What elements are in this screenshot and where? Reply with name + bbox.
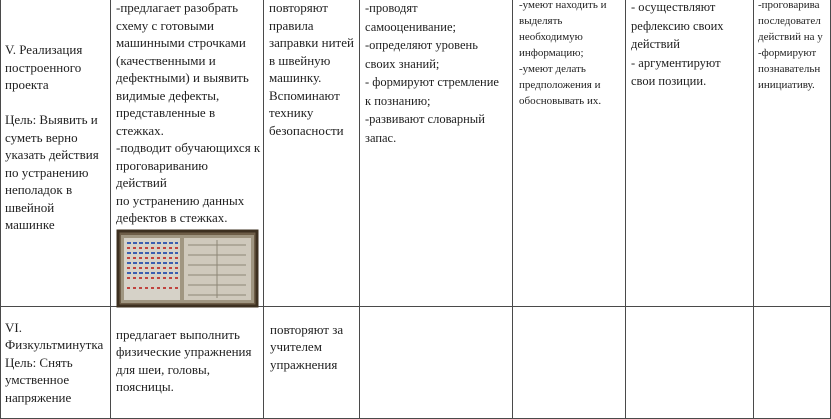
empty-cell	[754, 306, 831, 418]
student-activity-cell	[264, 0, 360, 306]
stage-cell	[1, 0, 111, 306]
teacher-activity-cell	[111, 306, 264, 418]
regulative-uud-cell	[626, 0, 754, 306]
stage-cell	[1, 306, 111, 418]
communicative-uud-text: -умеют находить и выделять необходимую информацию; -умеют делать предположения и обосновывать их.	[519, 0, 607, 107]
communicative-uud-cell	[513, 0, 626, 306]
student-activity-text: повторяют за учителем упражнения	[270, 321, 344, 372]
table-row	[1, 0, 831, 306]
student-activity-text: повторяют правила заправки нитей в швейную машинку. Вспоминают технику безопасности	[269, 0, 354, 138]
stitch-sample-image	[118, 231, 257, 306]
stage-text: V. Реализация построенного проекта Цель: Выявить и суметь верно указать действия по устранению неполадок в швейной машинке	[5, 42, 99, 232]
personal-uud-cell	[754, 0, 831, 306]
regulative-uud-text: - осуществляют рефлексию своих действий - аргументируют свои позиции.	[631, 0, 724, 88]
cognitive-uud-text: -проводят самооценивание; -определяют уровень своих знаний; - формируют стремление к познанию; -развивают словарный запас.	[365, 1, 499, 145]
student-activity-cell	[264, 306, 360, 418]
stage-text: VI. Физкультминутка Цель: Снять умственное напряжение	[5, 319, 104, 405]
personal-uud-text: -проговарива последовател действий на у -формируют познавательн инициативу.	[758, 0, 823, 91]
stitch-sample-photo	[118, 231, 257, 306]
empty-cell	[513, 306, 626, 418]
table-row	[1, 306, 831, 418]
teacher-activity-text: -предлагает разобрать схему с готовыми машинными строчками (качественными и дефектными) и выявить видимые дефекты, представленные в стежках. -подводит обучающихся к проговариванию действий по устранению данных дефектов в стежках.	[116, 0, 261, 225]
empty-cell	[626, 306, 754, 418]
cognitive-uud-cell	[360, 0, 513, 306]
teacher-activity-cell	[111, 0, 264, 306]
teacher-activity-text: предлагает выполнить физические упражнения для шеи, головы, поясницы.	[116, 326, 252, 394]
empty-cell	[360, 306, 513, 418]
